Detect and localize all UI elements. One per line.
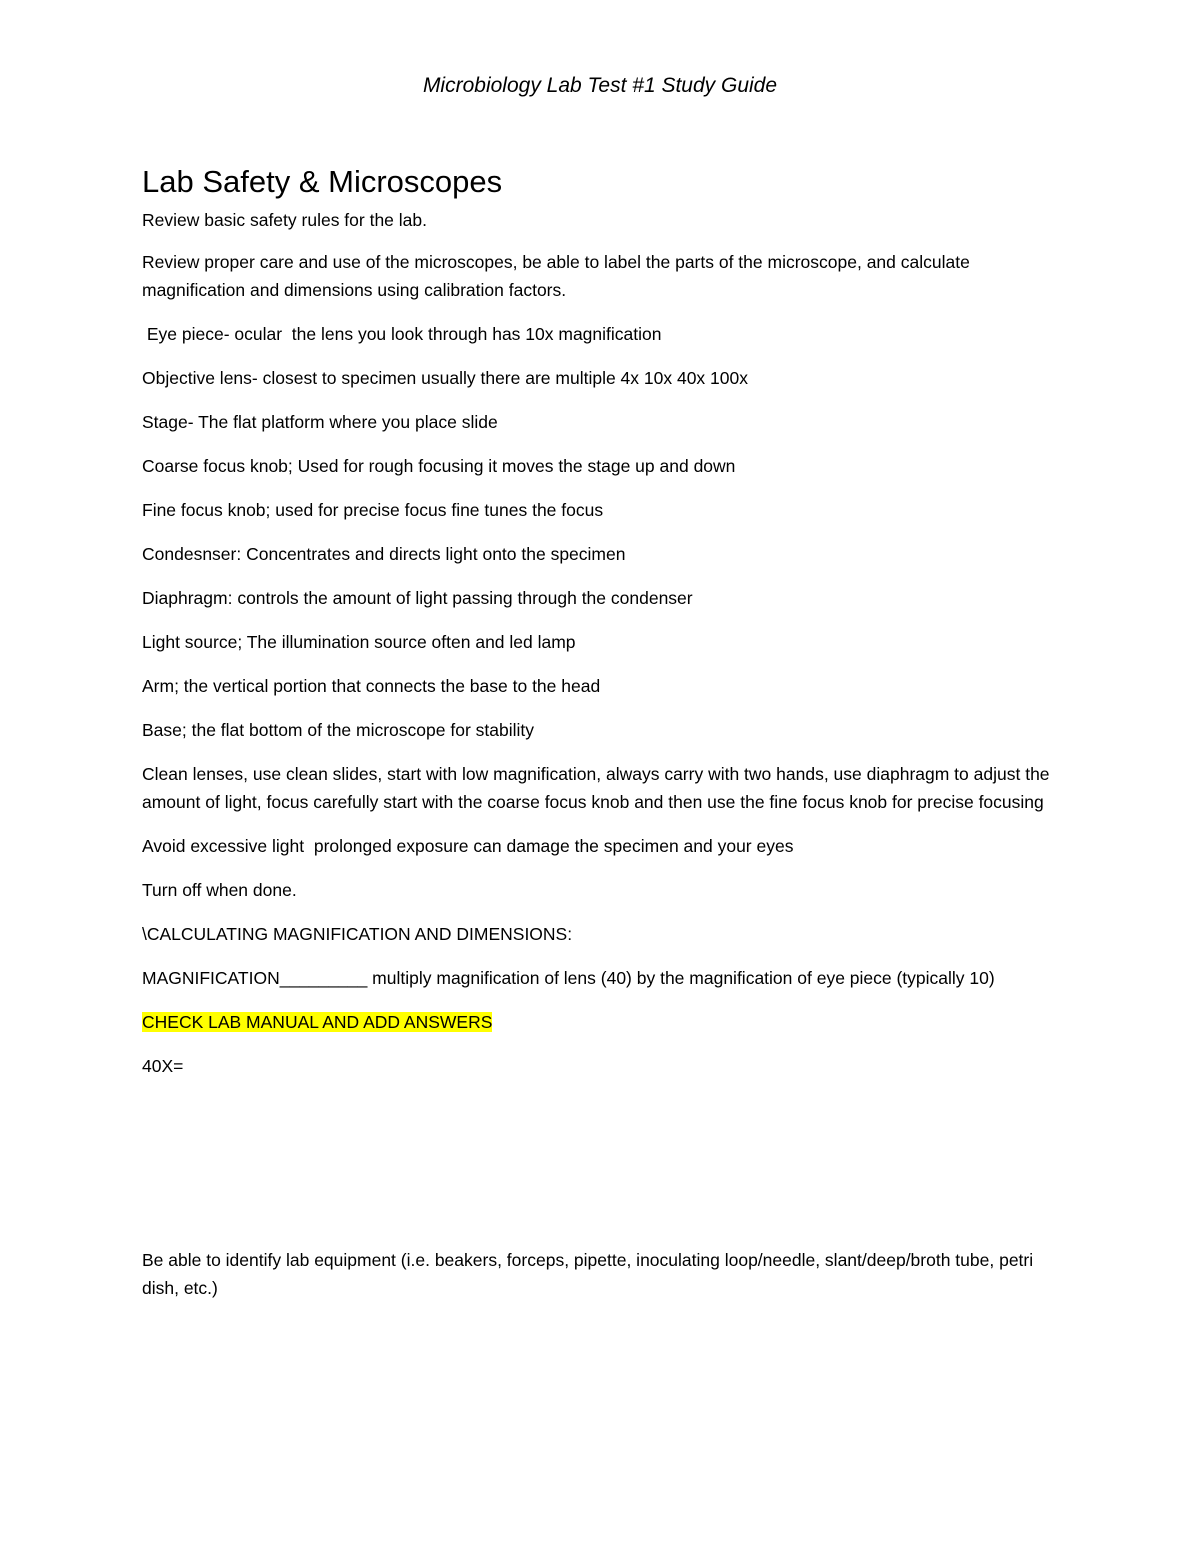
document-header-title: Microbiology Lab Test #1 Study Guide bbox=[422, 74, 778, 97]
paragraph-base: Base; the flat bottom of the microscope for stability bbox=[142, 720, 534, 740]
paragraph-magnification: MAGNIFICATION_________ multiply magnification of lens (40) by the magnification of eye piece (typically 10) bbox=[142, 968, 995, 988]
paragraph-stage: Stage- The flat platform where you place slide bbox=[142, 412, 498, 432]
paragraph-arm: Arm; the vertical portion that connects the base to the head bbox=[142, 676, 601, 696]
paragraph-light-source: Light source; The illumination source often and led lamp bbox=[142, 632, 576, 652]
paragraph-objective-lens: Objective lens- closest to specimen usually there are multiple 4x 10x 40x 100x bbox=[142, 368, 748, 388]
paragraph-fine-focus: Fine focus knob; used for precise focus fine tunes the focus bbox=[142, 500, 604, 520]
paragraph-calculating-heading: \CALCULATING MAGNIFICATION AND DIMENSIONS: bbox=[142, 924, 573, 944]
formula-40x: 40X= bbox=[142, 1056, 184, 1076]
paragraph-care-tips: Clean lenses, use clean slides, start with low magnification, always carry with two hands, use diaphragm to adjust the amount of light, focus carefully start with the coarse focus knob and then use the fine focus knob for precise focusing bbox=[142, 764, 1050, 812]
paragraph-condenser: Condesnser: Concentrates and directs light onto the specimen bbox=[142, 544, 626, 564]
paragraph-microscope-care: Review proper care and use of the microscopes, be able to label the parts of the microscope, and calculate magnification and dimensions using calibration factors. bbox=[142, 252, 970, 300]
paragraph-avoid-light: Avoid excessive light prolonged exposure can damage the specimen and your eyes bbox=[142, 836, 794, 856]
paragraph-turn-off: Turn off when done. bbox=[142, 880, 297, 900]
section-heading: Lab Safety & Microscopes bbox=[142, 164, 503, 199]
blank-answer-space bbox=[142, 1096, 1062, 1246]
paragraph-lab-equipment: Be able to identify lab equipment (i.e. beakers, forceps, pipette, inoculating loop/needle, slant/deep/broth tube, petri dish, etc.) bbox=[142, 1250, 1034, 1298]
paragraph-eye-piece: Eye piece- ocular the lens you look through has 10x magnification bbox=[142, 324, 662, 344]
paragraph-diaphragm: Diaphragm: controls the amount of light passing through the condenser bbox=[142, 588, 693, 608]
highlighted-note-text: CHECK LAB MANUAL AND ADD ANSWERS bbox=[142, 1012, 493, 1032]
document-body bbox=[142, 162, 1062, 1318]
paragraph-coarse-focus: Coarse focus knob; Used for rough focusing it moves the stage up and down bbox=[142, 456, 736, 476]
highlighted-note bbox=[142, 1008, 1062, 1036]
paragraph-safety-rules: Review basic safety rules for the lab. bbox=[142, 210, 427, 230]
